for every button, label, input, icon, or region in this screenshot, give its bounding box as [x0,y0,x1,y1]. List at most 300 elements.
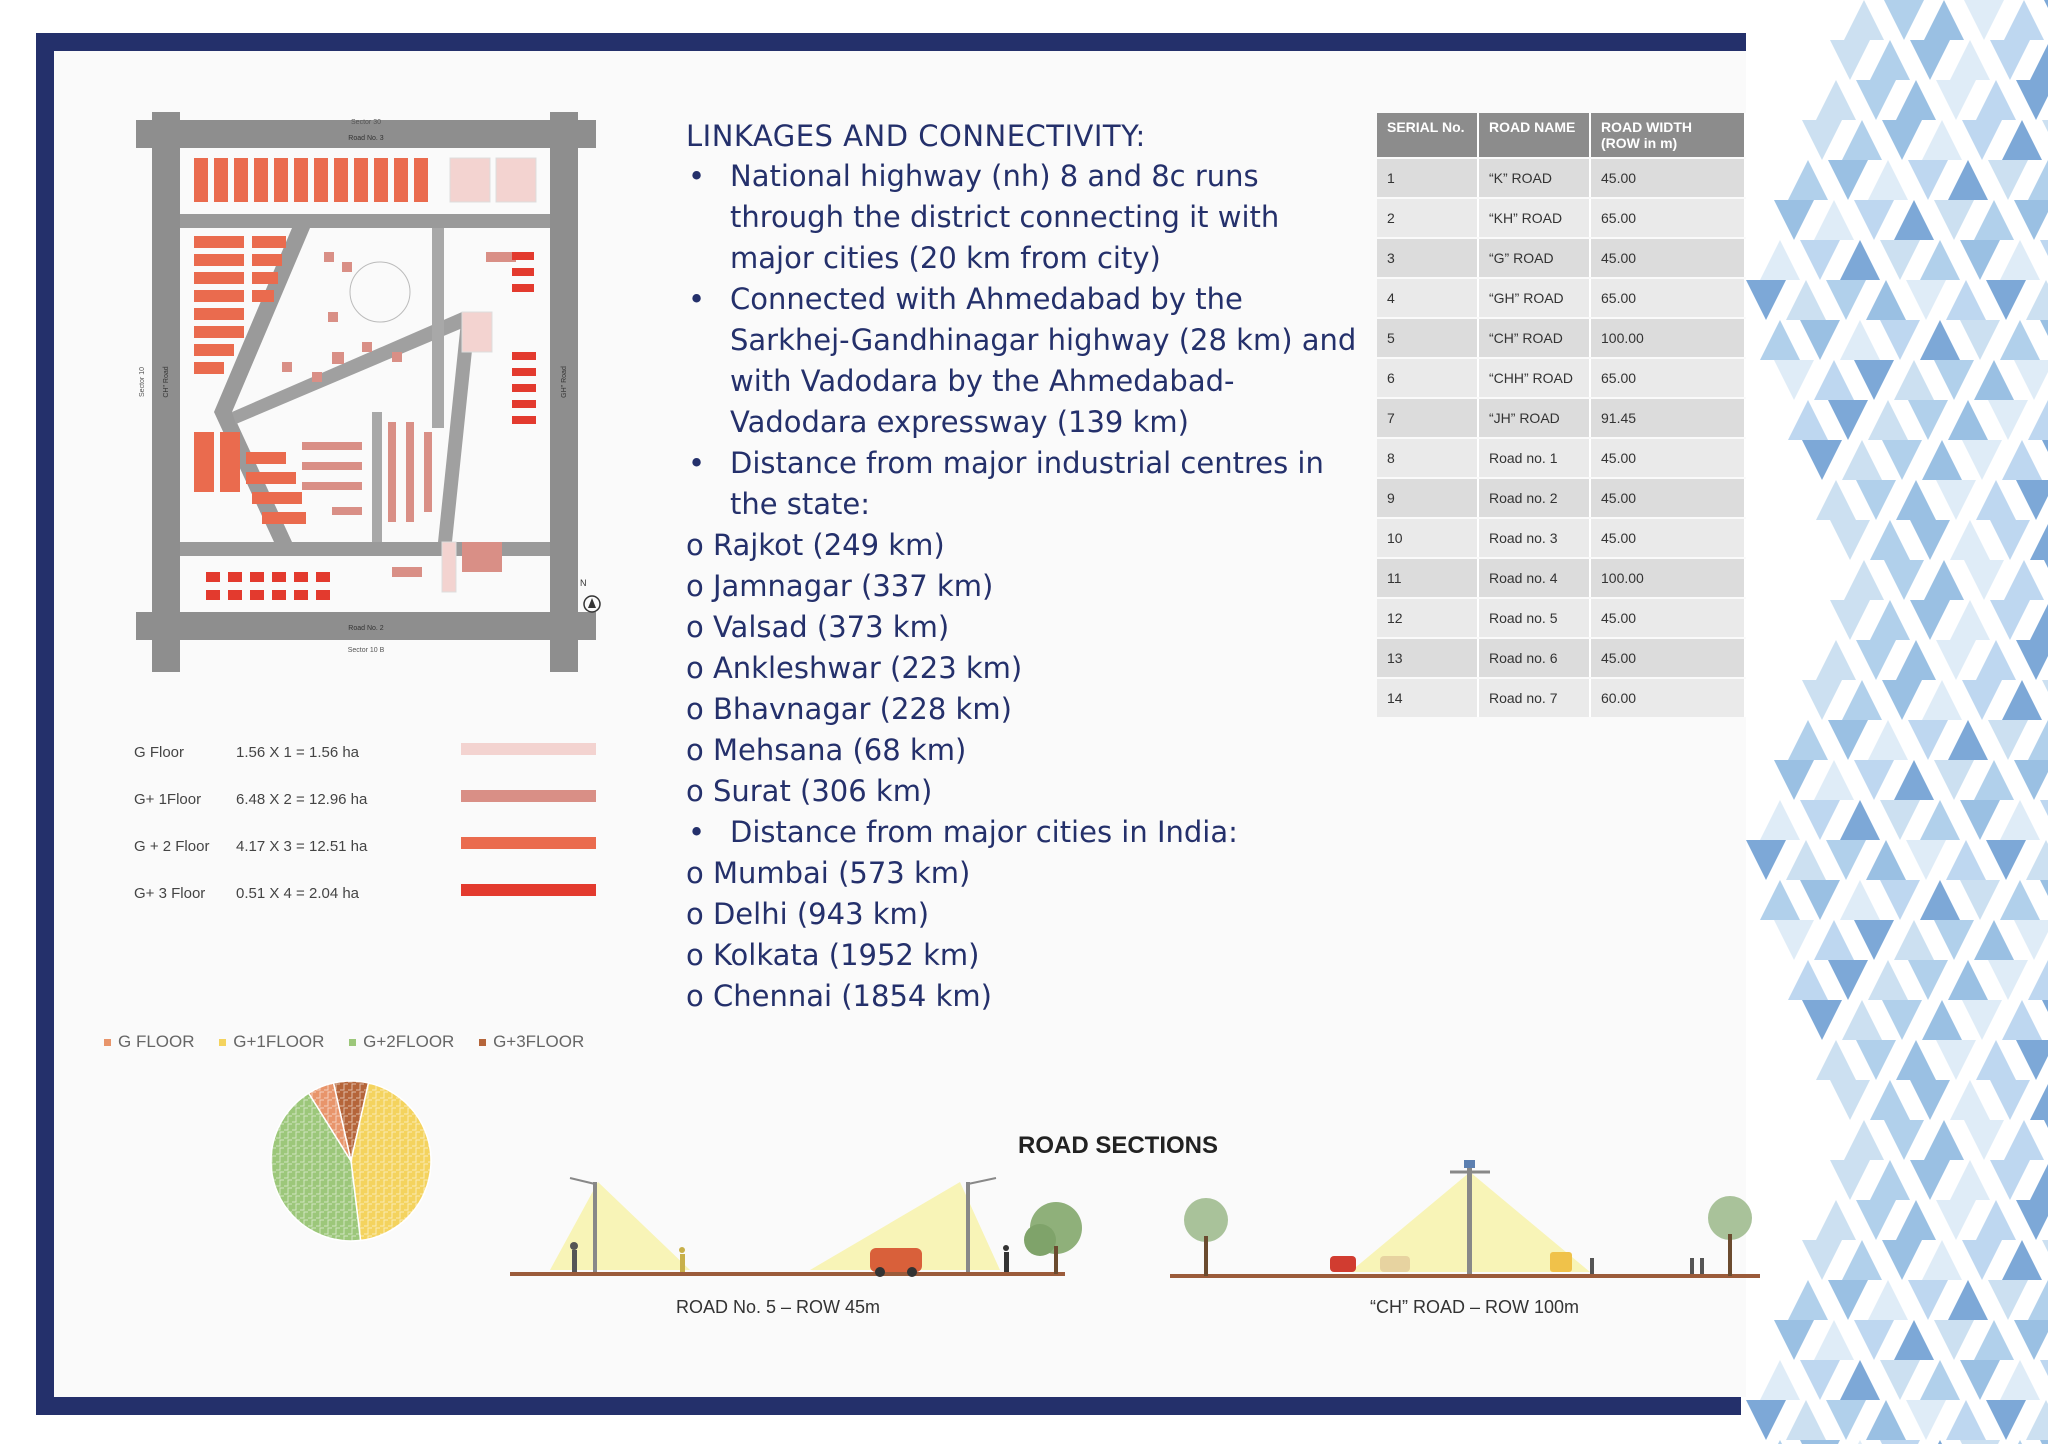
bullet-dot: • [688,282,706,316]
pattern-triangle [1934,1320,1974,1360]
pattern-triangle [2042,680,2048,720]
pattern-triangle [1964,560,2004,600]
pattern-triangle [1882,1240,1922,1280]
pattern-triangle [1924,1120,1964,1160]
pattern-triangle [1906,1400,1946,1440]
pattern-triangle [1842,1000,1882,1040]
pattern-triangle [2000,320,2040,360]
bullet-continuation: with Vadodara by the Ahmedabad- [730,364,1235,398]
pattern-triangle [1882,120,1922,160]
pattern-triangle [1866,1400,1906,1440]
pattern-triangle [2044,560,2048,600]
pattern-triangle [1844,0,1884,40]
pattern-triangle [2014,1320,2048,1360]
pattern-triangle [2014,200,2048,240]
pattern-triangle [1814,1320,1854,1360]
pattern-triangle [1988,1280,2028,1320]
cell-road-name: “CH” ROAD [1479,319,1591,357]
pattern-triangle [1950,1160,1990,1200]
pattern-triangle [1974,920,2014,960]
pedestrian-icon [1690,1258,1694,1274]
pattern-triangle [1964,1120,2004,1160]
pattern-triangle [1800,240,1840,280]
cell-road-width: 65.00 [1591,279,1746,317]
floor-calc: 1.56 X 1 = 1.56 ha [236,744,360,761]
cell-serial: 2 [1377,199,1479,237]
pattern-triangle [1910,600,1950,640]
pattern-triangle [2002,120,2042,160]
pattern-triangle [1760,800,1800,840]
pattern-triangle [2016,640,2048,680]
cell-serial: 14 [1377,679,1479,717]
pattern-triangle [1910,1160,1950,1200]
table-row [1377,639,1746,677]
pie-legend-item [219,1032,324,1051]
pattern-triangle [1988,400,2028,440]
cell-serial: 6 [1377,359,1479,397]
road-section-a-caption: ROAD No. 5 – ROW 45m [676,1297,881,1317]
pattern-triangle [1840,320,1880,360]
pattern-triangle [1828,960,1868,1000]
pattern-triangle [1934,360,1974,400]
cell-road-name: “GH” ROAD [1479,279,1591,317]
industrial-centre-item [686,566,1366,607]
table-row [1377,359,1746,397]
sub-text: Surat (306 km) [712,774,933,808]
pattern-triangle [1948,160,1988,200]
pattern-triangle [1802,1000,1842,1040]
pattern-triangle [2030,1160,2048,1200]
pattern-triangle [1830,1080,1870,1120]
linkages-section [686,116,1366,1017]
frame-left-border [36,33,54,1415]
bullet-line [686,156,1366,197]
pattern-triangle [1920,880,1960,920]
bullet-line [686,443,1366,484]
pattern-triangle [1866,280,1906,320]
pattern-triangle [1774,360,1814,400]
pattern-triangle [1960,800,2000,840]
pattern-triangle [1816,480,1856,520]
pattern-triangle [1910,40,1950,80]
bullet-line [686,279,1366,320]
legend-swatch [104,1039,111,1046]
map-sector-left-label: Sector 10 [139,367,146,397]
pattern-triangle [1948,1280,1988,1320]
table-row [1377,399,1746,437]
cell-road-width: 45.00 [1591,599,1746,637]
sub-text: Valsad (373 km) [712,610,950,644]
pattern-triangle [1840,800,1880,840]
pattern-triangle [2042,120,2048,160]
pattern-triangle [1948,400,1988,440]
pattern-triangle [1814,760,1854,800]
pattern-triangle [1920,320,1960,360]
sub-text: Kolkata (1952 km) [712,938,980,972]
cell-road-name: Road no. 4 [1479,559,1591,597]
pattern-triangle [1746,840,1786,880]
pattern-triangle [1884,560,1924,600]
pattern-triangle [2040,880,2048,920]
pattern-triangle [1830,520,1870,560]
floor-name: G + 2 Floor [134,838,210,855]
pattern-triangle [2002,440,2042,480]
pedestrian-icon [1004,1252,1009,1272]
pedestrian-icon [680,1254,685,1272]
pattern-triangle [1990,40,2030,80]
floor-legend-row [134,834,604,881]
cell-serial: 12 [1377,599,1479,637]
sub-bullet: o [686,938,704,972]
pattern-triangle [2030,1080,2048,1120]
pattern-triangle [2000,1440,2040,1444]
pattern-triangle [1814,920,1854,960]
pattern-triangle [2030,600,2048,640]
cell-road-width: 45.00 [1591,639,1746,677]
floor-color-bar [461,790,596,802]
pattern-triangle [2040,240,2048,280]
industrial-centre-item [686,525,1366,566]
pattern-triangle [1896,480,1936,520]
pattern-triangle [2000,880,2040,920]
pattern-triangle [2044,1120,2048,1160]
pattern-triangle [2014,920,2048,960]
pie-legend-item [349,1032,454,1051]
pattern-triangle [1934,760,1974,800]
pattern-triangle [2014,360,2048,400]
pattern-triangle [2004,560,2044,600]
road-section-b-illustration [1170,1160,1770,1295]
pedestrian-icon [572,1250,577,1272]
pattern-triangle [1746,280,1786,320]
pattern-triangle [1760,1440,1800,1444]
pattern-triangle [1946,1400,1986,1440]
floor-name: G Floor [134,744,185,761]
floor-legend-row [134,787,604,834]
pattern-triangle [1922,120,1962,160]
pattern-triangle [1856,640,1896,680]
pattern-triangle [2042,1240,2048,1280]
pattern-triangle [1894,920,1934,960]
pattern-triangle [1800,1440,1840,1444]
bullet-dot: • [688,159,706,193]
pattern-triangle [1976,1040,2016,1080]
pattern-triangle [1786,1400,1826,1440]
pattern-triangle [1964,0,2004,40]
pattern-triangle [1976,1200,2016,1240]
pattern-triangle [1950,520,1990,560]
pattern-triangle [1816,640,1856,680]
pattern-triangle [1816,1040,1856,1080]
frame-top-border [36,33,1746,51]
pattern-triangle [2042,1000,2048,1040]
sub-text: Delhi (943 km) [712,897,930,931]
pattern-triangle [1870,600,1910,640]
sub-bullet: o [686,651,704,685]
header-road-width: ROAD WIDTH (ROW in m) [1591,113,1746,157]
pattern-triangle [2028,720,2048,760]
pattern-triangle [2014,760,2048,800]
pattern-triangle [1828,160,1868,200]
pattern-triangle [1990,520,2030,560]
pattern-triangle [1842,1240,1882,1280]
pattern-triangle [1854,200,1894,240]
sub-bullet: o [686,897,704,931]
pattern-triangle [2004,0,2044,40]
sub-text: Bhavnagar (228 km) [712,692,1012,726]
cell-serial: 3 [1377,239,1479,277]
bullet-continuation: Sarkhej-Gandhinagar highway (28 km) and [730,323,1357,357]
city-item [686,935,1366,976]
pattern-triangle [2028,400,2048,440]
map-road-left-label: CH" Road [163,366,170,398]
pattern-triangle [1788,960,1828,1000]
pattern-triangle [1826,280,1866,320]
frame-bottom-border [36,1397,1741,1415]
pattern-triangle [1802,120,1842,160]
pattern-triangle [1868,160,1908,200]
sub-bullet: o [686,692,704,726]
floor-pie-chart [268,1078,434,1249]
pattern-triangle [1922,440,1962,480]
pattern-triangle [1760,1360,1800,1400]
pattern-triangle [1830,40,1870,80]
cell-road-width: 45.00 [1591,159,1746,197]
pattern-triangle [1908,720,1948,760]
sub-text: Ankleshwar (223 km) [712,651,1023,685]
sub-text: Mumbai (573 km) [712,856,971,890]
cell-road-width: 100.00 [1591,319,1746,357]
pattern-triangle [1908,1280,1948,1320]
pattern-triangle [1842,120,1882,160]
pattern-triangle [1976,80,2016,120]
pattern-triangle [1870,1160,1910,1200]
table-row [1377,199,1746,237]
table-row [1377,479,1746,517]
table-header-row [1377,113,1746,157]
pattern-triangle [1868,1280,1908,1320]
pattern-triangle [1894,360,1934,400]
industrial-centre-item [686,648,1366,689]
pattern-triangle [1854,360,1894,400]
sub-bullet: o [686,528,704,562]
header-serial: SERIAL No. [1377,113,1479,157]
cell-road-width: 45.00 [1591,239,1746,277]
cell-road-name: “G” ROAD [1479,239,1591,277]
pattern-triangle [1870,520,1910,560]
cell-serial: 5 [1377,319,1479,357]
pattern-triangle [1962,1240,2002,1280]
map-road-bottom-label: Road No. 2 [348,625,384,632]
pattern-triangle [1960,240,2000,280]
cell-serial: 8 [1377,439,1479,477]
city-item [686,894,1366,935]
pattern-triangle [1844,1120,1884,1160]
floor-calc: 6.48 X 2 = 12.96 ha [236,791,368,808]
cell-road-name: Road no. 7 [1479,679,1591,717]
pattern-triangle [1960,1360,2000,1400]
pattern-triangle [1990,1080,2030,1120]
pattern-triangle [2000,240,2040,280]
sub-bullet: o [686,856,704,890]
pattern-triangle [1870,40,1910,80]
pattern-triangle [1986,840,2026,880]
table-row [1377,159,1746,197]
cell-road-name: Road no. 2 [1479,479,1591,517]
pattern-triangle [1976,640,2016,680]
pattern-triangle [1826,840,1866,880]
pattern-triangle [1896,640,1936,680]
pattern-triangle [2040,1440,2048,1444]
legend-label: G+2FLOOR [363,1032,455,1051]
pattern-triangle [1950,1080,1990,1120]
pattern-triangle [1960,320,2000,360]
pattern-triangle [1814,200,1854,240]
pattern-triangle [1962,120,2002,160]
pattern-triangle [1816,80,1856,120]
pattern-triangle [1868,960,1908,1000]
bullet-continuation: through the district connecting it with [730,200,1280,234]
pattern-triangle [1802,1240,1842,1280]
pattern-triangle [1920,240,1960,280]
pattern-triangle [1988,160,2028,200]
pattern-triangle [1856,1200,1896,1240]
pattern-triangle [1948,960,1988,1000]
pattern-triangle [2030,520,2048,560]
pattern-triangle [1866,840,1906,880]
legend-label: G+1FLOOR [233,1032,325,1051]
pattern-triangle [1760,880,1800,920]
pattern-triangle [1786,280,1826,320]
pattern-triangle [1934,920,1974,960]
bullet-text: Connected with Ahmedabad by the [730,282,1243,316]
table-row [1377,279,1746,317]
pattern-triangle [1800,880,1840,920]
pattern-triangle [1922,1000,1962,1040]
cell-road-width: 65.00 [1591,199,1746,237]
pattern-triangle [1880,240,1920,280]
legend-swatch [349,1039,356,1046]
sub-text: Rajkot (249 km) [712,528,945,562]
cell-road-width: 100.00 [1591,559,1746,597]
pattern-triangle [1830,600,1870,640]
pattern-triangle [2026,840,2048,880]
pattern-triangle [1788,720,1828,760]
pattern-triangle [1896,1200,1936,1240]
pattern-triangle [1962,680,2002,720]
cell-serial: 1 [1377,159,1479,197]
pattern-triangle [2002,680,2042,720]
pattern-triangle [1884,1120,1924,1160]
pattern-triangle [1774,1320,1814,1360]
pedestrian-icon [1700,1258,1704,1274]
cell-road-name: Road no. 6 [1479,639,1591,677]
pattern-triangle [1774,200,1814,240]
floor-legend-row [134,740,604,787]
pattern-triangle [1924,560,1964,600]
pattern-triangle [1986,1400,2026,1440]
floor-color-bar [461,743,596,755]
pattern-triangle [1840,1440,1880,1444]
pattern-triangle [1922,1240,1962,1280]
pattern-triangle [1896,1040,1936,1080]
cell-serial: 10 [1377,519,1479,557]
sub-bullet: o [686,979,704,1013]
header-road-name: ROAD NAME [1479,113,1591,157]
pattern-triangle [1880,1360,1920,1400]
map-north-label: N [580,578,587,588]
floor-area-legend [134,740,604,928]
pattern-triangle [2028,160,2048,200]
pattern-triangle [1882,1000,1922,1040]
bullet-dot: • [688,815,706,849]
bullet-continuation: the state: [730,487,871,521]
pattern-triangle [1948,720,1988,760]
map-road-top-label: Road No. 3 [348,135,384,142]
pattern-triangle [1882,680,1922,720]
pattern-triangle [1988,960,2028,1000]
pattern-triangle [1800,1360,1840,1400]
pattern-triangle [1910,520,1950,560]
pattern-triangle [2026,280,2048,320]
pattern-triangle [1788,160,1828,200]
site-plan-map [132,112,602,677]
cell-road-width: 45.00 [1591,519,1746,557]
pattern-triangle [1936,480,1976,520]
pattern-triangle [2026,1400,2048,1440]
map-road-right-label: GH" Road [561,366,568,398]
table-row [1377,679,1746,717]
pattern-triangle [1840,240,1880,280]
pattern-triangle [1988,720,2028,760]
sub-text: Mehsana (68 km) [712,733,967,767]
bullet-text: National highway (nh) 8 and 8c runs [730,159,1259,193]
bullet-text: Distance from major industrial centres in [730,446,1324,480]
pattern-triangle [1856,1040,1896,1080]
road-section-b-caption: “CH” ROAD – ROW 100m [1370,1297,1580,1317]
pattern-triangle [1828,400,1868,440]
pattern-triangle [1870,1080,1910,1120]
pie-legend [104,1032,604,1052]
pattern-triangle [1962,440,2002,480]
industrial-centre-item [686,689,1366,730]
pattern-triangle [1908,160,1948,200]
pattern-triangle [1906,840,1946,880]
sub-bullet: o [686,733,704,767]
pattern-triangle [2000,1360,2040,1400]
industrial-centre-item [686,730,1366,771]
cell-road-name: Road no. 5 [1479,599,1591,637]
pattern-triangle [1774,920,1814,960]
pattern-triangle [1924,0,1964,40]
pattern-triangle [1854,1320,1894,1360]
pattern-triangle [2030,40,2048,80]
pattern-triangle [1908,400,1948,440]
cell-road-name: Road no. 1 [1479,439,1591,477]
pattern-triangle [2002,1240,2042,1280]
industrial-centre-item [686,771,1366,812]
street-light-icon [593,1182,597,1274]
pattern-triangle [1760,240,1800,280]
pattern-triangle [1868,400,1908,440]
pattern-triangle [1908,960,1948,1000]
pattern-triangle [1840,1360,1880,1400]
sub-bullet: o [686,774,704,808]
pattern-triangle [1788,1280,1828,1320]
cell-road-width: 65.00 [1591,359,1746,397]
pattern-triangle [1746,1400,1786,1440]
pattern-triangle [1976,480,2016,520]
